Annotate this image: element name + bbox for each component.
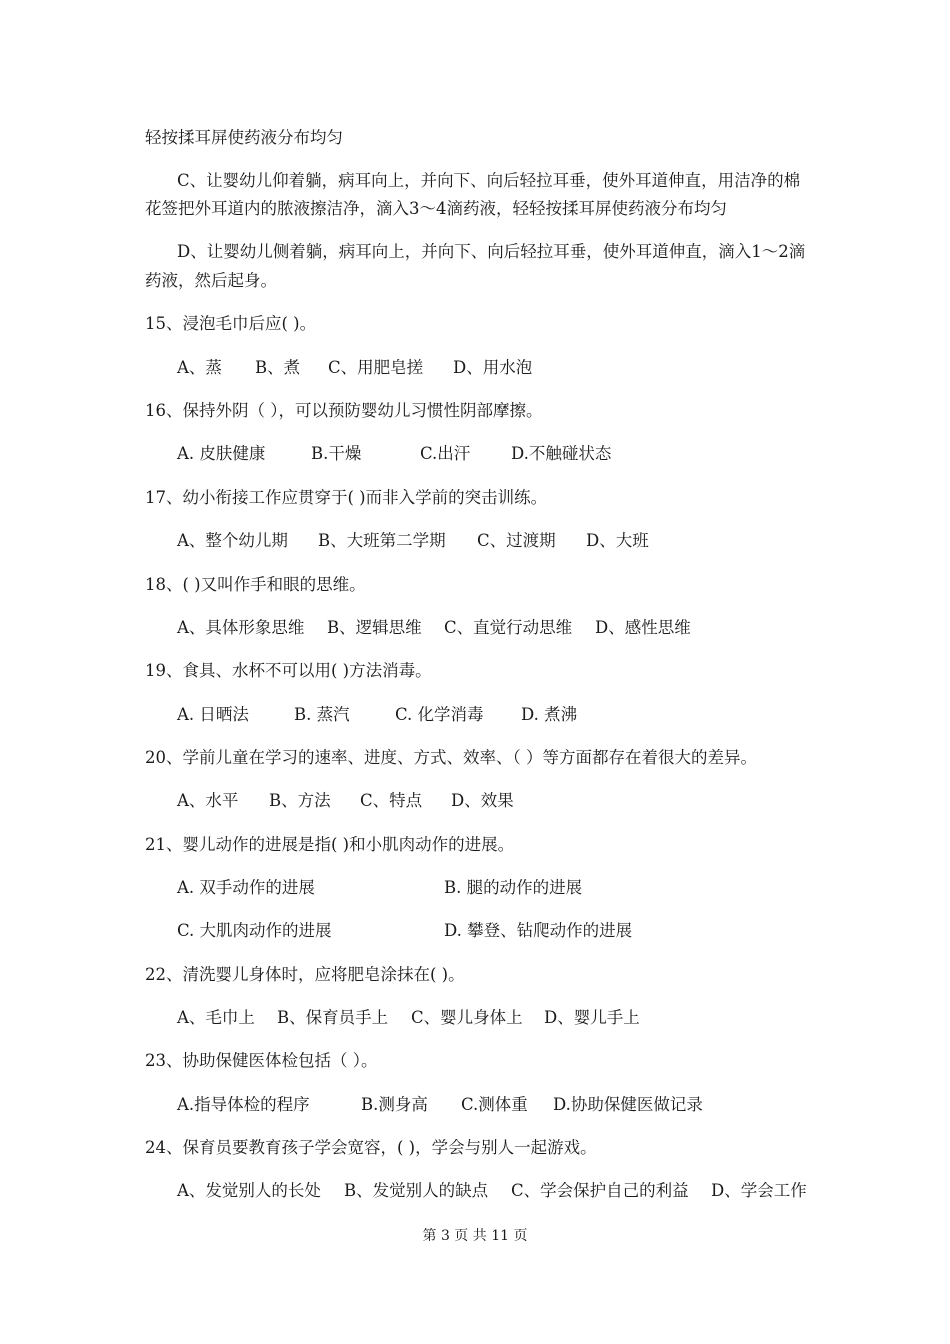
option-a: A. 皮肤健康: [177, 444, 266, 463]
option-b: B、保育员手上: [277, 1008, 389, 1027]
q14-option-c-line1: C、让婴幼儿仰着躺，病耳向上，并向下、向后轻拉耳垂，使外耳道伸直，用洁净的棉: [177, 171, 801, 190]
question-21-option-c: C. 大肌肉动作的进展: [177, 921, 332, 940]
option-a: A、毛巾上: [177, 1008, 255, 1027]
question-21-option-a: A. 双手动作的进展: [177, 878, 315, 897]
option-b: B.测身高: [361, 1095, 428, 1114]
option-d: D、大班: [586, 531, 649, 550]
question-22-options: [177, 1007, 640, 1029]
option-c: C、婴儿身体上: [411, 1008, 523, 1027]
option-b: B.干燥: [311, 444, 362, 463]
option-c: C、特点: [360, 791, 423, 810]
question-16-options: [177, 443, 611, 465]
option-c: C、过渡期: [477, 531, 556, 550]
option-b: B、逻辑思维: [327, 618, 422, 637]
option-d: D、用水泡: [453, 358, 533, 377]
question-17-stem: 17、幼小衔接工作应贯穿于( )而非入学前的突击训练。: [145, 488, 548, 507]
q14-option-d-line1: D、让婴幼儿侧着躺，病耳向上，并向下、向后轻拉耳垂，使外耳道伸直，滴入1～2滴: [177, 242, 806, 261]
question-18-stem: 18、( )又叫作手和眼的思维。: [145, 575, 366, 594]
option-d: D、婴儿手上: [544, 1008, 640, 1027]
option-a: A. 日晒法: [177, 705, 249, 724]
question-16-stem: 16、保持外阴（ ），可以预防婴幼儿习惯性阴部摩擦。: [145, 401, 543, 420]
option-d: D、学会工作: [711, 1181, 807, 1200]
question-24-stem: 24、保育员要教育孩子学会宽容，( )，学会与别人一起游戏。: [145, 1138, 597, 1157]
question-20-stem: 20、学前儿童在学习的速率、进度、方式、效率、（ ）等方面都存在着很大的差异。: [145, 748, 757, 767]
option-a: A、蒸: [177, 358, 222, 377]
page-footer: 第 3 页 共 11 页: [422, 1228, 528, 1244]
q14-option-c-line2: 花签把外耳道内的脓液擦洁净，滴入3～4滴药液，轻轻按揉耳屏使药液分布均匀: [145, 199, 727, 218]
option-d: D、效果: [451, 791, 514, 810]
option-c: C.测体重: [461, 1095, 528, 1114]
question-20-options: [177, 790, 514, 812]
option-c: C、直觉行动思维: [444, 618, 573, 637]
question-22-stem: 22、清洗婴儿身体时，应将肥皂涂抹在( )。: [145, 965, 465, 984]
option-b: B、方法: [269, 791, 331, 810]
option-d: D. 煮沸: [521, 705, 578, 724]
question-15-stem: 15、浸泡毛巾后应( )。: [145, 314, 317, 333]
option-b: B、煮: [255, 358, 301, 377]
question-21-option-b: B. 腿的动作的进展: [444, 878, 583, 897]
option-a: A、具体形象思维: [177, 618, 305, 637]
q14-option-d-line2: 药液，然后起身。: [145, 271, 277, 290]
option-d: D、感性思维: [595, 618, 691, 637]
continuation-text: 轻按揉耳屏使药液分布均匀: [145, 128, 343, 147]
question-21-stem: 21、婴儿动作的进展是指( )和小肌肉动作的进展。: [145, 835, 515, 854]
option-b: B. 蒸汽: [294, 705, 350, 724]
option-c: C、用肥皂搓: [328, 358, 424, 377]
option-c: C、学会保护自己的利益: [511, 1181, 689, 1200]
question-17-options: [177, 530, 649, 552]
question-24-options: [177, 1180, 807, 1202]
question-23-options: [177, 1094, 703, 1116]
question-19-stem: 19、食具、水杯不可以用( )方法消毒。: [145, 661, 432, 680]
option-b: B、发觉别人的缺点: [344, 1181, 489, 1200]
option-a: A.指导体检的程序: [177, 1095, 310, 1114]
option-c: C. 化学消毒: [395, 705, 484, 724]
option-a: A、水平: [177, 791, 239, 810]
option-a: A、发觉别人的长处: [177, 1181, 321, 1200]
question-21-option-d: D. 攀登、钻爬动作的进展: [444, 921, 633, 940]
question-15-options: [177, 357, 532, 379]
option-d: D.不触碰状态: [511, 444, 612, 463]
question-19-options: [177, 704, 577, 726]
option-a: A、整个幼儿期: [177, 531, 288, 550]
option-b: B、大班第二学期: [318, 531, 446, 550]
question-23-stem: 23、协助保健医体检包括（ ）。: [145, 1051, 378, 1070]
option-c: C.出汗: [420, 444, 471, 463]
question-18-options: [177, 617, 691, 639]
option-d: D.协助保健医做记录: [553, 1095, 703, 1114]
